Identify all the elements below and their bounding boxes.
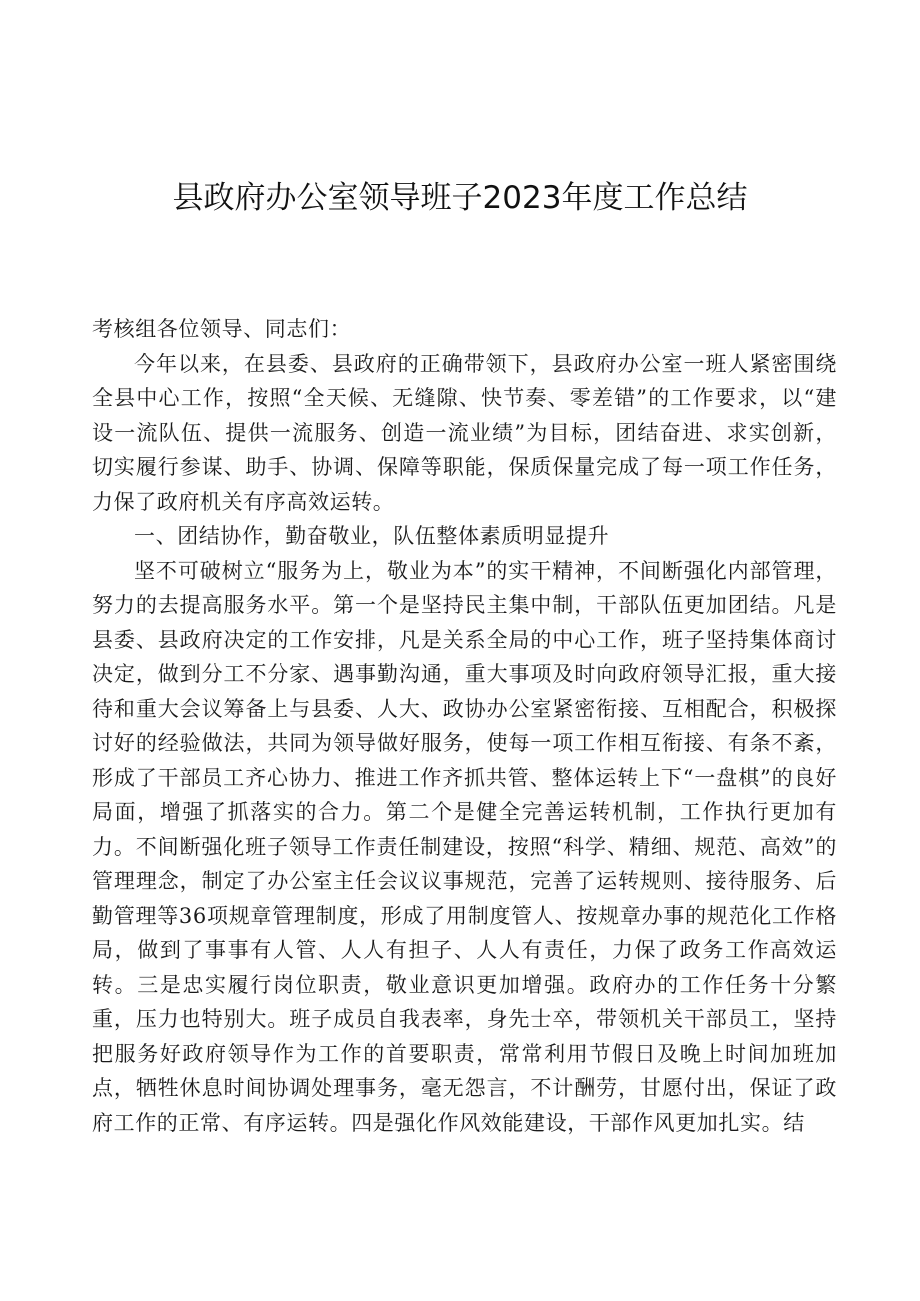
document-body (92, 312, 837, 1140)
salutation: 考核组各位领导、同志们： (92, 317, 352, 341)
document-title: 县政府办公室领导班子2023年度工作总结 (172, 180, 748, 216)
paragraph-body: 坚不可破树立“服务为上，敬业为本”的实干精神，不间断强化内部管理，努力的去提高服务水平。第一个是坚持民主集中制，干部队伍更加团结。凡是县委、县政府决定的工作安排，凡是关系全局的中心工作，班子坚持集体商讨决定，做到分工不分家、遇事勤沟通，重大事项及时向政府领导汇报，重大接待和重大会议筹备上与县委、人大、政协办公室紧密衔接、互相配合，积极探讨好的经验做法，共同为领导做好服务，使每一项工作相互衔接、有条不紊，形成了干部员工齐心协力、推进工作齐抓共管、整体运转上下“一盘棋”的良好局面，增强了抓落实的合力。第二个是健全完善运转机制，工作执行更加有力。不间断强化班子领导工作责任制建设，按照“科学、精细、规范、高效”的管理理念，制定了办公室主任会议议事规范，完善了运转规则、接待服务、后勤管理等36项规章管理制度，形成了用制度管人、按规章办事的规范化工作格局，做到了事事有人管、人人有担子、人人有责任，力保了政务工作高效运转。三是忠实履行岗位职责，敬业意识更加增强。政府办的工作任务十分繁重，压力也特别大。班子成员自我表率，身先士卒，带领机关干部员工，坚持把服务好政府领导作为工作的首要职责，常常利用节假日及晚上时间加班加点，牺牲休息时间协调处理事务，毫无怨言，不计酬劳，甘愿付出，保证了政府工作的正常、有序运转。四是强化作风效能建设，干部作风更加扎实。结 (92, 558, 837, 1135)
paragraph-intro: 今年以来，在县委、县政府的正确带领下，县政府办公室一班人紧密围绕全县中心工作，按照“全天候、无缝隙、快节奏、零差错”的工作要求，以“建设一流队伍、提供一流服务、创造一流业绩”为目标，团结奋进、求实创新，切实履行参谋、助手、协调、保障等职能，保质保量完成了每一项工作任务，力保了政府机关有序高效运转。 (92, 351, 837, 514)
section-heading: 一、团结协作，勤奋敬业，队伍整体素质明显提升 (134, 524, 610, 548)
